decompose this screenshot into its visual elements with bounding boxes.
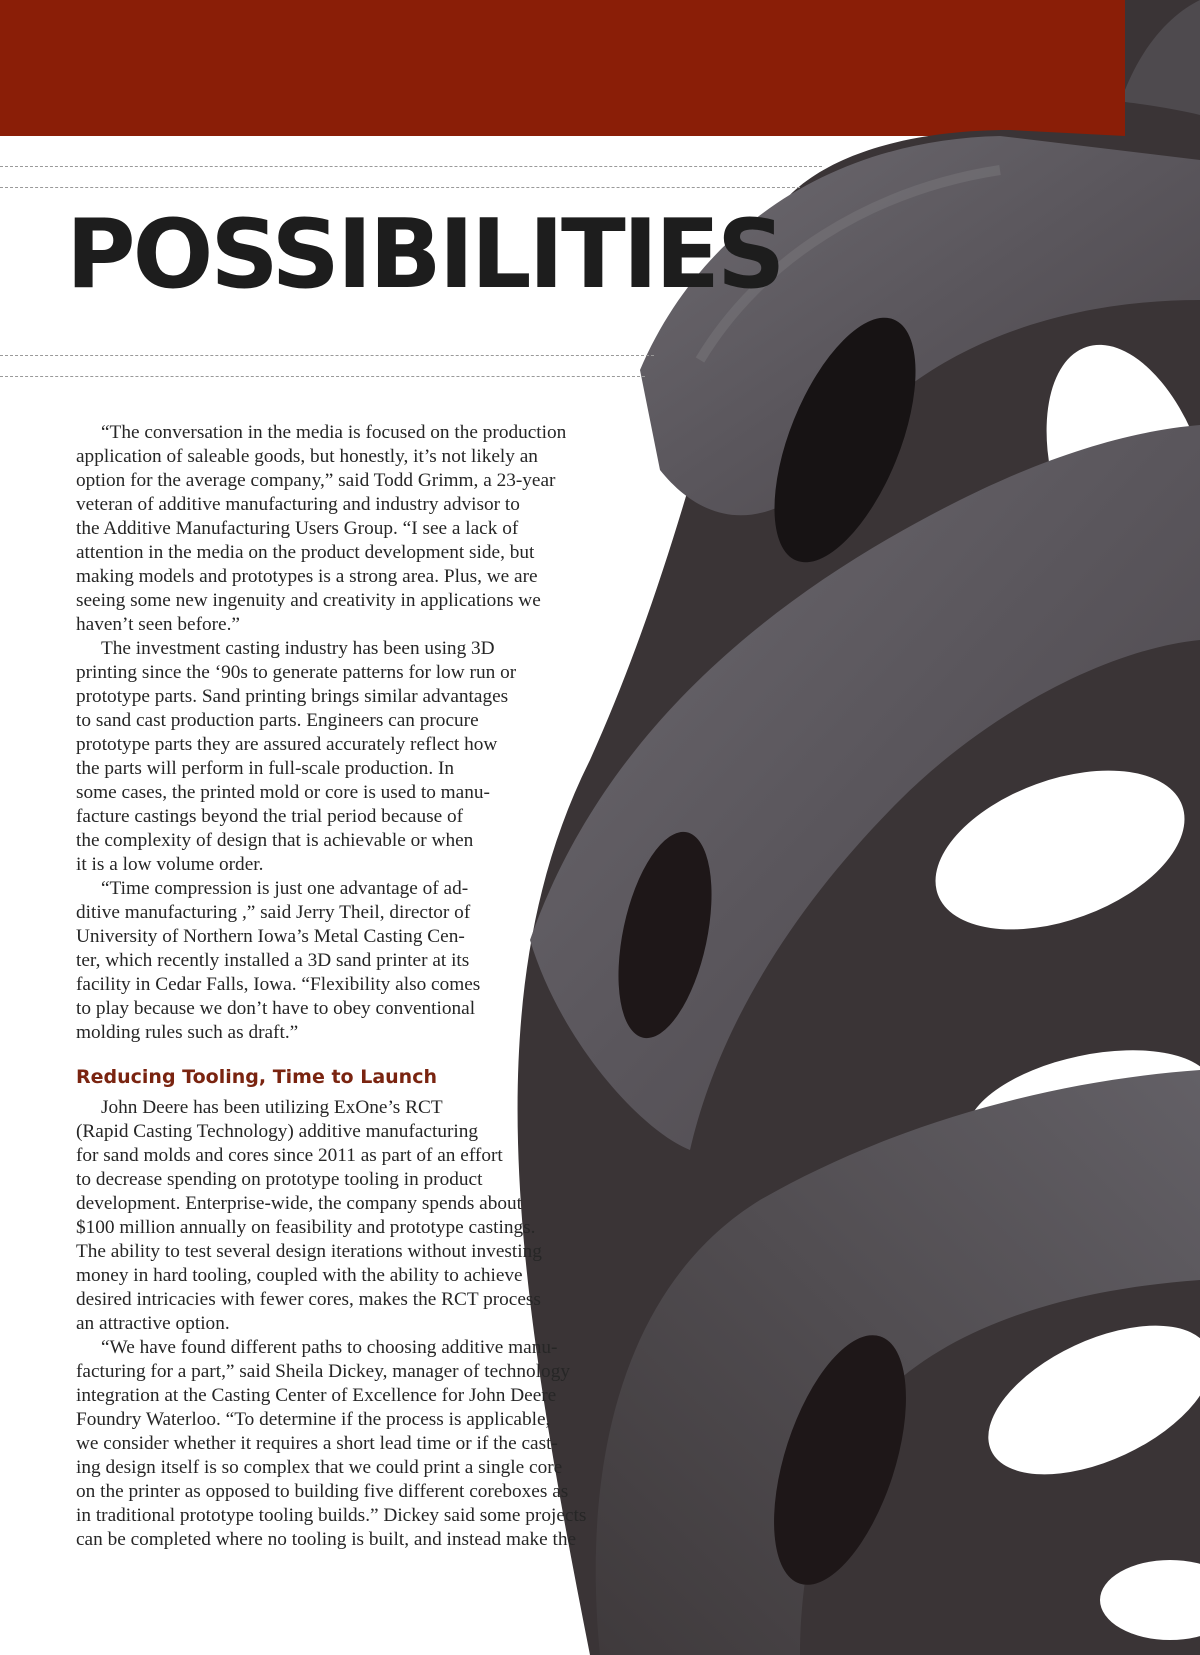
article-line: money in hard tooling, coupled with the ability to achieve bbox=[76, 1265, 523, 1286]
article-line: University of Northern Iowa’s Metal Casting Cen- bbox=[76, 926, 465, 947]
article-line: printing since the ‘90s to generate patterns for low run or bbox=[76, 662, 517, 683]
article-line: development. Enterprise-wide, the company spends about bbox=[76, 1193, 523, 1214]
article-line: The ability to test several design iterations without investing bbox=[76, 1241, 542, 1262]
article-line: facturing for a part,” said Sheila Dickey, manager of technology bbox=[76, 1361, 570, 1382]
article-line: integration at the Casting Center of Excellence for John Deere bbox=[76, 1385, 557, 1406]
article-line: seeing some new ingenuity and creativity in applications we bbox=[76, 590, 541, 611]
article-line: some cases, the printed mold or core is used to manu- bbox=[76, 782, 490, 803]
article-line: to play because we don’t have to obey conventional bbox=[76, 998, 476, 1019]
article-line: the parts will perform in full-scale production. In bbox=[76, 758, 455, 779]
article-line: desired intricacies with fewer cores, makes the RCT process bbox=[76, 1289, 541, 1310]
article-line: (Rapid Casting Technology) additive manufacturing bbox=[76, 1121, 479, 1142]
article-line: ing design itself is so complex that we could print a single core bbox=[76, 1457, 563, 1478]
article-line: making models and prototypes is a strong area. Plus, we are bbox=[76, 566, 538, 587]
article-line: ter, which recently installed a 3D sand printer at its bbox=[76, 950, 470, 971]
article-body bbox=[76, 421, 566, 1045]
article-line: veteran of additive manufacturing and industry advisor to bbox=[76, 494, 520, 515]
article-line: Foundry Waterloo. “To determine if the process is applicable, bbox=[76, 1409, 551, 1430]
article-line: “Time compression is just one advantage of ad- bbox=[101, 878, 469, 899]
article-line: ditive manufacturing ,” said Jerry Theil, director of bbox=[76, 902, 471, 923]
article-line: can be completed where no tooling is built, and instead make the bbox=[76, 1529, 577, 1550]
article-line: the Additive Manufacturing Users Group. “I see a lack of bbox=[76, 518, 519, 539]
article-line: an attractive option. bbox=[76, 1313, 230, 1334]
dashed-rule bbox=[0, 355, 654, 356]
article-body-continued bbox=[76, 1096, 586, 1552]
article-line: “We have found different paths to choosing additive manu- bbox=[101, 1337, 558, 1358]
article-line: option for the average company,” said Todd Grimm, a 23-year bbox=[76, 470, 556, 491]
article-line: prototype parts they are assured accurately reflect how bbox=[76, 734, 498, 755]
article-line: facility in Cedar Falls, Iowa. “Flexibility also comes bbox=[76, 974, 481, 995]
article-line: for sand molds and cores since 2011 as part of an effort bbox=[76, 1145, 503, 1166]
article-line: the complexity of design that is achievable or when bbox=[76, 830, 474, 851]
article-line: it is a low volume order. bbox=[76, 854, 264, 875]
article-line: haven’t seen before.” bbox=[76, 614, 240, 635]
article-line: application of saleable goods, but honestly, it’s not likely an bbox=[76, 446, 538, 467]
article-line: attention in the media on the product development side, but bbox=[76, 542, 535, 563]
article-line: prototype parts. Sand printing brings similar advantages bbox=[76, 686, 509, 707]
article-line: to sand cast production parts. Engineers can procure bbox=[76, 710, 479, 731]
article-line: $100 million annually on feasibility and prototype castings. bbox=[76, 1217, 536, 1238]
article-line: John Deere has been utilizing ExOne’s RCT bbox=[101, 1097, 443, 1118]
article-line: we consider whether it requires a short lead time or if the cast- bbox=[76, 1433, 558, 1454]
article-line: “The conversation in the media is focused on the production bbox=[101, 422, 567, 443]
section-subhead: Reducing Tooling, Time to Launch bbox=[76, 1066, 437, 1088]
dashed-rule bbox=[0, 187, 800, 188]
article-line: molding rules such as draft.” bbox=[76, 1022, 299, 1043]
article-line: The investment casting industry has been using 3D bbox=[101, 638, 495, 659]
article-line: facture castings beyond the trial period because of bbox=[76, 806, 464, 827]
page-headline: POSSIBILITIES bbox=[66, 200, 783, 310]
article-line: on the printer as opposed to building five different coreboxes as bbox=[76, 1481, 569, 1502]
dashed-rule bbox=[0, 376, 645, 377]
article-line: in traditional prototype tooling builds.” Dickey said some projects bbox=[76, 1505, 587, 1526]
article-line: to decrease spending on prototype tooling in product bbox=[76, 1169, 483, 1190]
dashed-rule bbox=[0, 166, 822, 167]
